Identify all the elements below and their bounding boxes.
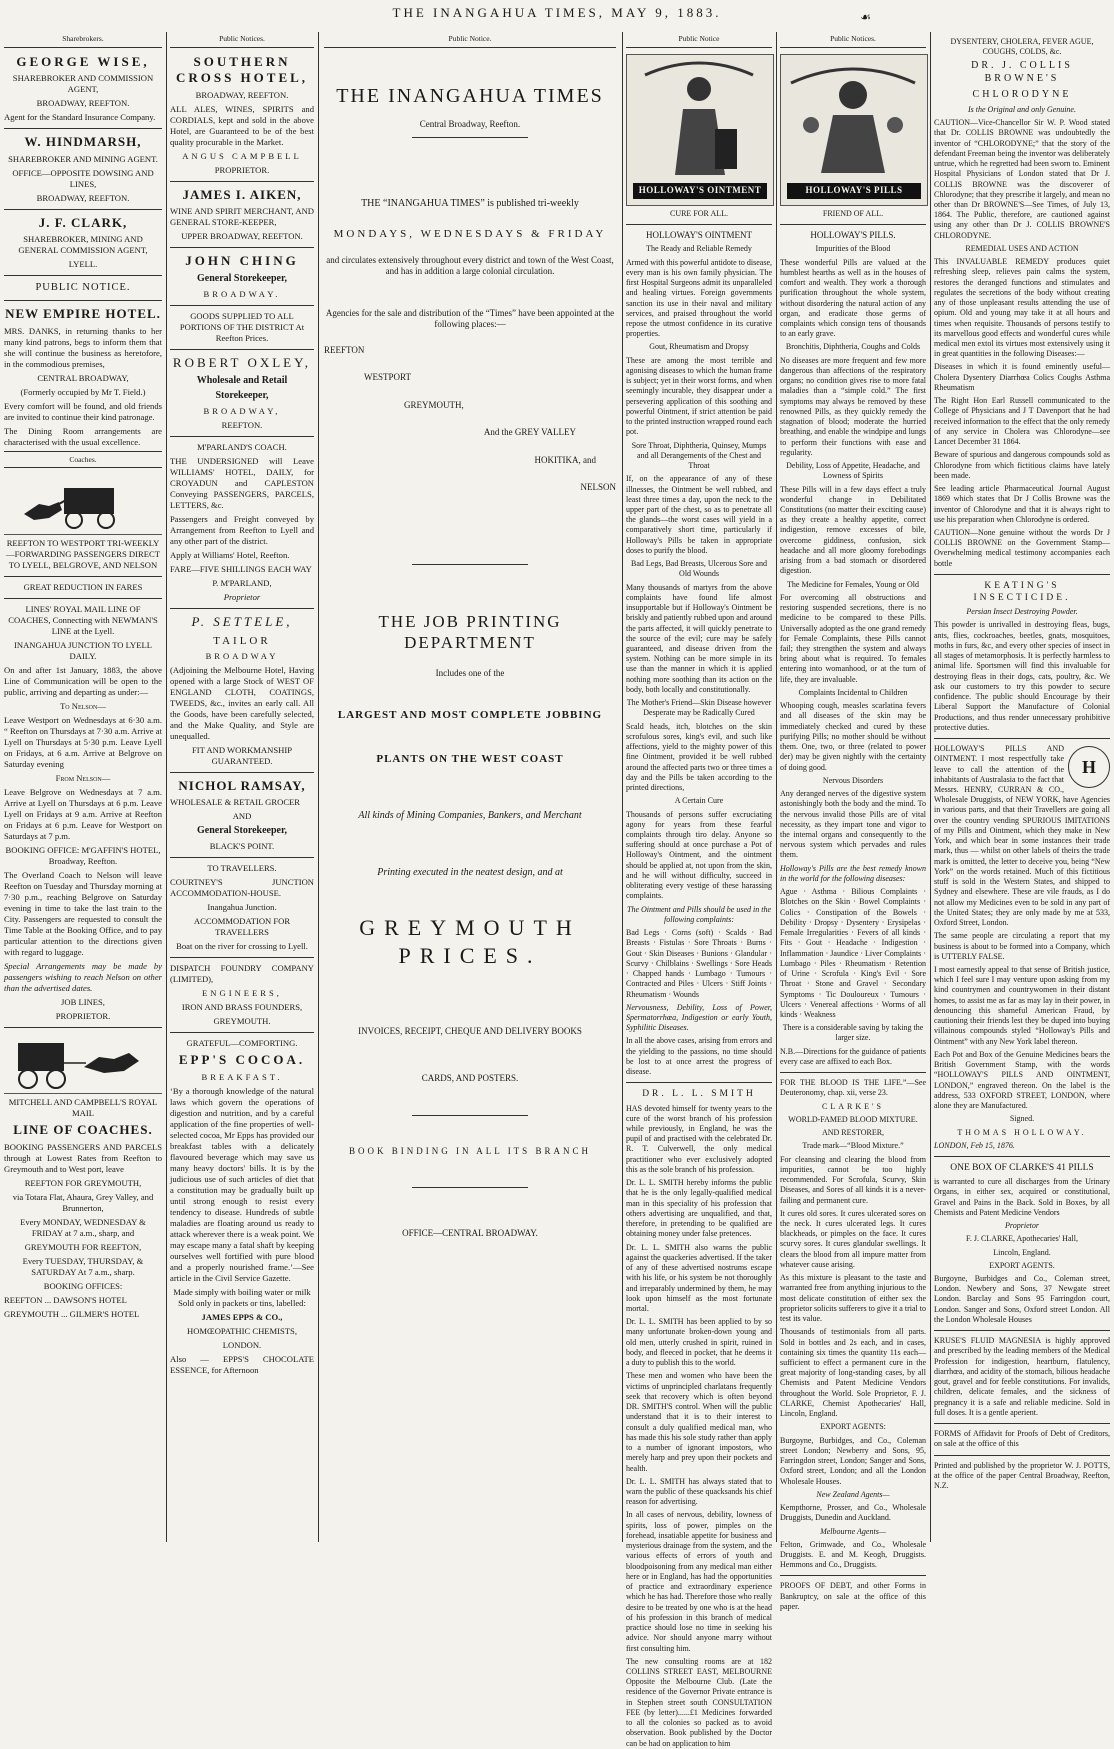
holloway-pills-illustration bbox=[780, 54, 928, 206]
ad-text: This INVALUABLE REMEDY produces quiet refreshing sleep, relieves pain calms the system, restores the deranged functions and stimulates and regulates the secretions of the body without creating any of those unpleasant results attending the use of opium. Old and young may take it at all hours and times when requisite. Thousands of persons testify to its marvellous good effects and wonderful cures while medical men extol its virtues most extensively using it in great quantities in the following Diseases:— bbox=[934, 257, 1110, 359]
divider bbox=[170, 772, 314, 773]
divider bbox=[4, 300, 162, 301]
ad-text: (Adjoining the Melbourne Hotel, Having opened with a large Stock of WEST OF ENGLAND CLOTH, COATINGS, TWEEDS, &c., invites an early call. All the Goods, have been carefully selected, and the Make Quality, and Style are unequalled. bbox=[170, 664, 314, 741]
ad-text: These wonderful Pills are valued at the humblest hearths as well as in the houses of comfort and wealth. They work a thorough purification throughout the whole system, without disordering the natural action of any organ, and eradicate those germs of complaints which consign tens of thousands to an early grave. bbox=[780, 257, 926, 339]
column-header: Public Notices. bbox=[170, 34, 314, 48]
place: HOKITIKA, and bbox=[534, 454, 596, 465]
ad-text: Boat on the river for crossing to Lyell. bbox=[176, 941, 308, 952]
ad-text: P. M'PARLAND, bbox=[212, 578, 272, 589]
ad-text: OFFICE—CENTRAL BROADWAY. bbox=[402, 1228, 538, 1239]
ad-text: Armed with this powerful antidote to disease, every man is his own family physician. The first Hospital Surgeons admit its unparalleled and healing virtues. Foreign governments sanction its use in their naval and military services, and praised throughout the world repose the utmost confidence in its curative properties. bbox=[626, 257, 772, 339]
ad-text: N.B.—Directions for the guidance of patients every case are affixed to each Box. bbox=[780, 1046, 926, 1066]
ad-text: Holloway's Pills are the best remedy known in the world for the following diseases: bbox=[780, 863, 926, 883]
ad-text: INANGAHUA JUNCTION TO LYELL DAILY. bbox=[14, 640, 152, 662]
ad-text: On and after 1st January, 1883, the above Line of Communication will be open to the public, arriving and departing as under:— bbox=[4, 665, 162, 698]
divider bbox=[170, 247, 314, 248]
ad-text: BROADWAY bbox=[205, 650, 279, 661]
ad-text: Leave Belgrove on Wednesdays at 7 a.m. Arrive at Lyell on Thursdays at 6 p.m. Leave Lyell on Fridays at 9 a.m. Arrive at Reefton on Fridays at 6 p.m. Leave for Westport on Saturdays at 7 p.m. bbox=[4, 787, 162, 842]
place: GREYMOUTH, bbox=[404, 399, 464, 410]
column-rule bbox=[930, 32, 931, 1542]
newspaper-title: THE INANGAHUA TIMES bbox=[336, 84, 604, 107]
divider bbox=[780, 224, 926, 225]
place: WESTPORT bbox=[364, 372, 411, 383]
divider bbox=[780, 1575, 926, 1576]
printer-mark-icon: ☙ bbox=[860, 10, 874, 24]
ad-text: The new consulting rooms are at 182 COLLINS STREET EAST, MELBOURNE Opposite the Melbourne Club. (Late the residence of the Governor Private entrance is in Stephen street south CONSULTATION FEE (by letter)......£1 Medicines forwarded to all the colonies so packed as to avoid observation. Book published by the Doctor can be had on application to him bbox=[626, 1656, 772, 1748]
place: And the GREY VALLEY bbox=[483, 427, 576, 438]
ad-text: PROOFS OF DEBT, and other Forms in Bankruptcy, on sale at the office of this paper. bbox=[780, 1581, 926, 1611]
ad-title: JAMES I. AIKEN, bbox=[182, 186, 302, 202]
column-header: Public Notice bbox=[626, 34, 772, 48]
ad-text: Is the Original and only Genuine. bbox=[968, 104, 1076, 114]
ad-text: Made simply with boiling water or milk Sold only in packets or tins, labelled: bbox=[173, 1286, 311, 1308]
ad-text: Sore Throat, Diphtheria, Quinsey, Mumps and all Derangements of the Chest and Throat bbox=[631, 440, 767, 471]
ad-title: GREYMOUTH PRICES. bbox=[359, 914, 581, 968]
ad-text: GREYMOUTH FOR REEFTON, bbox=[24, 1241, 142, 1252]
product-label: HOLLOWAY'S OINTMENT bbox=[633, 183, 767, 199]
divider bbox=[4, 1027, 162, 1028]
ad-text: In all cases of nervous, debility, lowness of spirits, loss of power, pimples on the forehead, insatiable appetite for business and mysterious drainage from the system, and the various effects of errors of youth and bloodpoisoning from any medical man either here or in England, has had the opportunities of practice and extraordinary experience which he has had. Therefore those who really desire to be treated by one who is at the head of his profession in this branch of medical practice should lose no time in seeking his advice. Nor should anyone marry without first consulting him. bbox=[626, 1510, 772, 1653]
ad-text: FIT AND WORKMANSHIP GUARANTEED. bbox=[192, 744, 292, 766]
ad-title: EPP'S COCOA. bbox=[178, 1052, 306, 1068]
place: NELSON bbox=[580, 482, 616, 493]
place: REEFTON bbox=[324, 344, 365, 355]
ad-title: LINE OF COACHES. bbox=[13, 1122, 153, 1138]
ad-title: NICHOL RAMSAY, bbox=[178, 777, 306, 793]
ad-text: Any deranged nerves of the digestive system astonishingly both the body and the mind. To the nervous invalid those Pills are of vital necessity, as they impart tone and vigor to the internal organs and consequently to the nervous system which pervades and rules them. bbox=[780, 789, 926, 860]
ad-text: KRUSE'S FLUID MAGNESIA is highly approved and prescribed by the leading members of the Medical Profession for indigestion, heartburn, flatulency, diarrhœa, and acidity of the stomach, bilious headache gout, gravel and for feeble constitutions. For invalids, children, delicate females, and the sickness of pregnancy it is a safe and reliable medicine. Sold in full doses. It is a gentle aperient. bbox=[934, 1336, 1110, 1417]
ad-text: Also — EPPS'S CHOCOLATE ESSENCE, for Afternoon bbox=[170, 1353, 314, 1375]
imprint: Printed and published by the proprietor W. J. POTTS, at the office of the paper Central Broadway, Reefton, N.Z. bbox=[934, 1460, 1110, 1490]
ad-text: Dr. L. L. SMITH hereby informs the public that he is the only legally-qualified medical man in this speciality of his profession that others advertising are unqualified, and that, therefore, in pretending to be qualified are obtaining money under false pretences. bbox=[626, 1178, 772, 1239]
divider bbox=[934, 1156, 1110, 1157]
ad-text: Every comfort will be found, and old friends are invited to continue their kind patronage. bbox=[4, 400, 162, 422]
divider bbox=[626, 224, 772, 225]
ad-text: Signed. bbox=[1009, 1114, 1035, 1124]
ad-text: WINE AND SPIRIT MERCHANT, AND GENERAL STORE-KEEPER, bbox=[170, 206, 314, 228]
ad-title: NEW EMPIRE HOTEL. bbox=[5, 305, 161, 321]
ad-text: JOB LINES, bbox=[61, 997, 105, 1008]
ad-text: CLARKE'S bbox=[822, 1101, 884, 1111]
divider bbox=[934, 1455, 1110, 1456]
ad-text: GOODS SUPPLIED TO ALL PORTIONS OF THE DISTRICT At Reefton Prices. bbox=[179, 310, 305, 343]
ad-text: BOOKING PASSENGERS AND PARCELS through at Lowest Rates from Reefton to Greymouth and to West port, leave bbox=[4, 1141, 162, 1174]
ad-text: I most earnestly appeal to that sense of British justice, which I feel sure I may venture upon asking from my kind countrymen and countrywomen in their distant homes, to assist me as far as may lay in their power, in denouncing this shameful American Fraud, by cautioning their friends lest they be duped into buying villainous compounds styled “Holloway's Pills and Ointment” with any New York label thereon. bbox=[934, 964, 1110, 1046]
ad-text: REEFTON TO WESTPORT TRI-WEEKLY—FORWARDING PASSENGERS DIRECT TO LYELL, BELGROVE, AND NELSON bbox=[6, 538, 160, 571]
ad-text: If, on the appearance of any of these illnesses, the Ointment be well rubbed, and least three times a day, upon the neck to the upper part of the chest, so as to penetrate all the glands—the worst cases will yield in a comparatively short time, particularly if Holloway's Pills be taken in appropriate doses to purify the blood. bbox=[626, 474, 772, 555]
divider bbox=[412, 1187, 529, 1188]
ad-text: Proprietor bbox=[223, 592, 261, 603]
ad-title: P. SETTELE, bbox=[191, 614, 293, 630]
ad-text: A Certain Cure bbox=[674, 796, 724, 806]
ad-text: BOOK BINDING IN ALL ITS BRANCH bbox=[349, 1145, 591, 1156]
column-header: Public Notice. bbox=[324, 34, 616, 48]
divider bbox=[4, 128, 162, 129]
column-holloways-pills bbox=[780, 34, 926, 1611]
ad-text: BOOKING OFFICE: M'GAFFIN'S HOTEL, Broadway, Reefton. bbox=[5, 845, 161, 867]
ad-text: SHAREBROKER, MINING AND GENERAL COMMISSION AGENT, bbox=[18, 234, 148, 256]
ad-text: Complaints Incidental to Children bbox=[798, 687, 908, 697]
ad-text: GREAT REDUCTION IN FARES bbox=[23, 582, 143, 593]
ad-text: BOOKING OFFICES: bbox=[43, 1280, 123, 1291]
ad-text: The Ointment and Pills should be used in the following complaints: bbox=[627, 904, 771, 924]
masthead bbox=[0, 0, 1114, 26]
section-header: Coaches. bbox=[4, 451, 162, 469]
stagecoach-icon bbox=[4, 474, 162, 532]
ad-text: HOLLOWAY'S PILLS AND OINTMENT. I most respectfully take leave to call the attention of the inhabitants of Australasia to the fact that Messrs. HENRY, CURRAN & CO., Wholesale Druggists, of NEW YORK, have Agencies in various parts, and that their Travellers are going all over the country vending SPURIOUS IMITATIONS of my Pills and Ointment, which they make in New York, and which bear in some instances their trade mark, thus — whilst on other labels of theirs the trade mark is omitted, the letter to deceive you, being “New York” on the words retained. Much of this fictitious stuff is sold in the Western States, and shipped to Sydney and elsewhere. These are vile frauds, as I do not allow my Medicines even to be sold in any part of the United States; they are only made by me at 533, Oxford Street, London. bbox=[934, 744, 1110, 928]
ad-text: Passengers and Freight conveyed by Arrangement from Reefton to Lyell and any other part of the district. bbox=[170, 514, 314, 547]
column-rule bbox=[622, 32, 623, 1542]
ad-text: via Totara Flat, Ahaura, Grey Valley, and Brunnerton, bbox=[12, 1191, 154, 1213]
ad-text: See leading article Pharmaceutical Journal August 1869 which states that Dr J Collis Browne was the inventor of Chlorodyne and that it is always right to use his preparation when Chlorodyne is ordered. bbox=[934, 484, 1110, 524]
ad-text: HAS devoted himself for twenty years to the cure of the worst branch of his profession while previously, in England, he was the pupil of and practised with the celebrated Dr. R. T. Culverwell, the only medical practitioner who ever exclusively adopted this as the sole branch of his profession. bbox=[626, 1103, 772, 1174]
divider bbox=[4, 576, 162, 577]
ad-text: Burgoyne, Burbidges, and Co., Coleman street London; Newberry and Sons, 95, Farringdon street, London; Sanger and Sons, Oxford street, London; and all the London Wholesale Houses. bbox=[780, 1435, 926, 1486]
ad-text: Thousands of persons suffer excruciating agony for years from these fearful complaints through tiro delay. Anyone so suffering should at once purchase a Pot of Holloway's Ointment, and the ointment should be applied at, not upon from the skin, and he will without difficulty, succeed in obliterating every vestige of these harassing complaints. bbox=[626, 809, 772, 901]
ad-text: FARE—FIVE SHILLINGS EACH WAY bbox=[170, 564, 312, 575]
ad-text: IRON AND BRASS FOUNDERS, bbox=[181, 1002, 303, 1013]
divider bbox=[412, 564, 529, 565]
ad-text: No diseases are more frequent and few more dangerous than affections of the respiratory organs; no condition gives rise to more fatal maladies than a “simple cold.” The first symptoms may always be removed by these renowned Pills, as they quickly remedy the stagnation of blood; moderate the hurried breathing, and enable the windpipe and lungs to perform their functions with ease and regularity. bbox=[780, 355, 926, 457]
ad-text: LONDON, Feb 15, 1876. bbox=[934, 1140, 1015, 1150]
ad-title: HOLLOWAY'S PILLS. bbox=[810, 229, 896, 240]
ad-text: There is a considerable saving by taking the larger size. bbox=[782, 1023, 924, 1043]
ad-text: These men and women who have been the victims of unprincipled charlatans frequently seek that recovery which is often beyond DR. SMITH'S control. When will the public understand that it is to their interest to consult a duly qualified medical man, who has made this his sole study rather than apply to a number of ignorant impostors, who merely harp and prey upon their pockets and health. bbox=[626, 1371, 772, 1473]
divider bbox=[170, 1032, 314, 1033]
ad-title: DR. J. COLLIS BROWNE'S bbox=[971, 60, 1073, 85]
column-header: Sharebrokers. bbox=[4, 34, 162, 48]
ad-text: Dr. L. L. SMITH has always stated that to warn the public of these quacksands his chief reason for advertising. bbox=[626, 1476, 772, 1507]
ad-text: LINES' ROYAL MAIL LINE OF COACHES, Connecting with NEWMAN'S LINE at the Lyell. bbox=[8, 604, 158, 637]
divider bbox=[170, 305, 314, 306]
ad-text: TO TRAVELLERS. bbox=[207, 863, 277, 874]
ad-text: Bad Legs, Bad Breasts, Ulcerous Sore and Old Wounds bbox=[631, 559, 767, 579]
ad-text: Trade mark—“Blood Mixture.” bbox=[802, 1141, 904, 1151]
ad-text: BROADWAY, bbox=[203, 406, 281, 417]
ad-text: New Zealand Agents— bbox=[816, 1489, 890, 1499]
ad-text: (Formerly occupied by Mr T. Field.) bbox=[20, 386, 146, 397]
ad-title: GEORGE WISE, bbox=[16, 53, 150, 69]
ad-text: AND bbox=[232, 811, 252, 822]
ad-title: W. HINDMARSH, bbox=[24, 134, 142, 150]
ad-text: is warranted to cure all discharges from the Urinary Organs, in either sex, acquired or constitutional, Gravel and Pains in the Back. Sold in Boxes, by all Chemists and Patent Medicine Vendors bbox=[934, 1177, 1110, 1217]
ad-text: ENGINEERS, bbox=[202, 988, 282, 999]
ad-text: This powder is unrivalled in destroying fleas, bugs, ants, flies, cockroaches, beetles, gnats, mosquitoes, moths in furs, &c, and every other species of insect in all stages of metamorphosis. It is perfectly harmless to animal life. Sportsmen will find this invaluable for destroying fleas in their dogs, cats, poultry, &c. We ask our customers to try this powder to secure confidence. The public should Encourage by their Liberal Support the Manufacture of Colonial Productions, and thus render unnecessary prohibitive protective duties. bbox=[934, 620, 1110, 732]
ad-text: Agent for the Standard Insurance Company. bbox=[4, 112, 156, 123]
ad-text: These are among the most terrible and agonising diseases to which the human frame is subject; yet in their worst forms, and when seemingly incurable, they disappear under a persevering application of this soothing and powerful Ointment, if strict attention be paid to the printed instruction wrapped round each pot. bbox=[626, 355, 772, 437]
ad-text: Every MONDAY, WEDNESDAY & FRIDAY at 7 a.m., sharp, and bbox=[20, 1216, 146, 1238]
ad-text: INVOICES, RECEIPT, CHEQUE AND DELIVERY BOOKS bbox=[358, 1025, 582, 1036]
ad-text: PROPRIETOR. bbox=[55, 1011, 111, 1022]
ad-text: To Nelson— bbox=[60, 701, 106, 712]
divider bbox=[170, 349, 314, 350]
ad-text: Leave Westport on Wednesdays at 6·30 a.m. “ Reefton on Thursdays at 7·30 a.m. Arrive at Lyell on Thursdays at 5·30 p.m. Leave Lyell on Fridays, at 6 a.m. Arrive at Belgrove on Saturday evening bbox=[4, 715, 162, 770]
ad-text: REEFTON ... DAWSON'S HOTEL bbox=[4, 1294, 127, 1305]
ad-text: Many thousands of martyrs from the above complaints have found life almost insupportable but if Holloway's Ointment be briskly and patiently rubbed upon and around the parts affected, it will quickly penetrate to the source of the evil; cure may be safely guaranteed, and disease driven from the system. Nothing can be more simple in its use than the manner in which it is applied nothing more soothing than its action on the body, both locally and constitutionally. bbox=[626, 582, 772, 694]
ad-text: EXPORT AGENTS. bbox=[989, 1260, 1055, 1270]
section-title: PUBLIC NOTICE. bbox=[35, 282, 131, 294]
ad-text: Gout, Rheumatism and Dropsy bbox=[649, 342, 749, 352]
ad-text: Special Arrangements may be made by passengers wishing to reach Nelson on other than the advertised dates. bbox=[4, 961, 162, 994]
ad-text: DYSENTERY, CHOLERA, FEVER AGUE, COUGHS, COLDS, &c. bbox=[950, 37, 1094, 57]
ad-text: Debility, Loss of Appetite, Headache, and Lowness of Spirits bbox=[786, 461, 920, 481]
ad-text: JAMES EPPS & CO., bbox=[201, 1311, 283, 1322]
ad-text: HOMŒOPATHIC CHEMISTS, bbox=[187, 1325, 297, 1336]
divider bbox=[4, 275, 162, 276]
ad-text: These Pills will in a few days effect a truly wonderful change in Debilitated Constitutions (no matter their exciting cause) as they create a healthy appetite, correct indigestion, remove excesses of bile, overcome giddiness, confusion, sick headache and all more gloomy forebodings arising from a bad stomach or disordered digestion. bbox=[780, 484, 926, 576]
product-label: HOLLOWAY'S PILLS bbox=[787, 183, 921, 199]
ad-text: For cleansing and clearing the blood from impurities, cannot be too highly recommended. For Scrofula, Scurvy, Skin Diseases, and Sores of all kinds it is a never-failing and permanent cure. bbox=[780, 1154, 926, 1205]
ad-title: JOHN CHING bbox=[185, 253, 299, 269]
divider bbox=[170, 181, 314, 182]
ad-title: KEATING'S INSECTICIDE. bbox=[973, 580, 1071, 604]
ad-text: Beware of spurious and dangerous compounds sold as Chlorodyne from which fictitious claims have lately been made. bbox=[934, 450, 1110, 480]
ad-text: Dr. L. L. SMITH has been applied to by so many unfortunate broken-down young and old men, utterly crushed in spirit, ruined in body, and fleeced in pocket, that he deems it a duty to publish this to the world. bbox=[626, 1317, 772, 1368]
ad-text: General Storekeeper, bbox=[197, 825, 287, 837]
ad-text: PROPRIETOR. bbox=[214, 164, 270, 175]
ad-text: The Dining Room arrangements are characterised with the usual excellence. bbox=[4, 425, 162, 447]
divider bbox=[170, 857, 314, 858]
ad-text: GRATEFUL—COMFORTING. bbox=[186, 1038, 298, 1049]
ad-text: GREYMOUTH ... GILMER'S HOTEL bbox=[4, 1308, 140, 1319]
ad-text: ALL ALES, WINES, SPIRITS and CORDIALS, kept and sold in the above Hotel, are Guaranteed to be of the best quality procurable in the Market. bbox=[170, 103, 314, 147]
ad-title: HOLLOWAY'S OINTMENT bbox=[645, 229, 753, 240]
column-inangahua-times bbox=[324, 34, 616, 1539]
ad-text: Ague · Asthma · Bilious Complaints · Blotches on the Skin · Bowel Complaints · Colics · Constipation of the Bowels · Debility · Dropsy · Dysentery · Erysipelas · Female Irregularities · Fevers of all kinds · Fits · Gout · Headache · Indigestion · Inflammation · Jaundice · Liver Complaints · Lumbago · Piles · Rheumatism · Retention of Urine · Scrofula · King's Evil · Sore Throat · Stone and Gravel · Secondary Symptoms · Tic Douloureux · Tumours · Ulcers · Venereal affections · Worms of all kinds · Weakness bbox=[780, 887, 926, 1019]
ad-title: THE JOB PRINTING DEPARTMENT bbox=[378, 611, 562, 653]
ad-text: Thousands of testimonials from all parts. Sold in bottles and 2s each, and in cases, containing six times the quantity 11s each—sufficient to effect a permanent cure in the great majority of long-standing cases, by all Chemists and Patent Medicine Vendors throughout the World. Sole Proprietor, F. J. CLARKE, Chemist Apothecaries' Hall, Lincoln, England. bbox=[780, 1327, 926, 1419]
ad-text: All kinds of Mining Companies, Bankers, and Merchant bbox=[358, 809, 582, 821]
ad-text: REEFTON FOR GREYMOUTH, bbox=[24, 1177, 142, 1188]
ad-text: Each Pot and Box of the Genuine Medicines bears the British Government Stamp, with the words “HOLLOWAY'S PILLS AND OINTMENT, LONDON,” engraved thereon. On the label is the address, 533 OXFORD STREET, LONDON, where alone they are Manufactured. bbox=[934, 1049, 1110, 1111]
ad-text: Impurities of the Blood bbox=[815, 244, 891, 254]
ad-text: Felton, Grimwade, and Co., Wholesale Druggists. E. and M. Keogh, Druggists. Hemmons and Co., Druggists. bbox=[780, 1539, 926, 1570]
ad-text: UPPER BROADWAY, REEFTON. bbox=[181, 231, 303, 242]
holloway-ointment-illustration bbox=[626, 54, 774, 206]
ad-text: AND RESTORER, bbox=[821, 1128, 885, 1138]
ad-text: GREYMOUTH. bbox=[213, 1016, 271, 1027]
ad-text: The same people are circulating a report that my business is about to be formed into a Company, which is UTTERLY FALSE. bbox=[934, 931, 1110, 961]
ad-text: General Storekeeper, bbox=[197, 273, 287, 285]
ad-text: Inangahua Junction. bbox=[207, 902, 277, 913]
ad-text: Agencies for the sale and distribution of the “Times” have been appointed at the following places:— bbox=[325, 307, 615, 330]
ad-title: DR. L. L. SMITH bbox=[642, 1089, 756, 1100]
ad-text: The Overland Coach to Nelson will leave Reefton on Tuesday and Thursday morning at 7·30 p.m., reaching Belgrove on Saturday evening in time to take the last train to the City. Passengers are requested to consult the Time Table at the Booking Office, and to pay particular attention to the directions given with regard to luggage. bbox=[4, 870, 162, 958]
ad-text: Nervousness, Debility, Loss of Power, Spermatorrhœa, Indigestion or early Youth, Syphilitic Diseases. bbox=[626, 1002, 772, 1033]
ad-title: ONE BOX OF CLARKE'S 41 PILLS bbox=[950, 1162, 1094, 1173]
ad-title: PLANTS ON THE WEST COAST bbox=[376, 752, 564, 765]
ad-text: F. J. CLARKE, Apothecaries' Hall, bbox=[966, 1234, 1078, 1244]
ad-text: The Mother's Friend—Skin Disease however Desperate may be Radically Cured bbox=[626, 698, 772, 718]
ad-text: and circulates extensively throughout every district and town of the West Coast, and has in addition a large colonial circulation. bbox=[326, 254, 614, 277]
divider bbox=[170, 957, 314, 958]
ad-text: ‘By a thorough knowledge of the natural laws which govern the operations of digestion and nutrition, and by a careful application of the fine properties of well-selected cocoa, Mr Epps has provided our breakfast tables with a delicately flavoured beverage which may save us many heavy doctors' bills. It is by the judicious use of such articles of diet that a constitution may be gradually built up until strong enough to resist every tendency to disease. Hundreds of subtle maladies are floating around us ready to attack wherever there is a weak point. We may escape many a fatal shaft by keeping ourselves well fortified with pure blood and a properly nourished frame.’—See article in the Civil Service Gazette. bbox=[170, 1085, 314, 1283]
ad-text: WHOLESALE & RETAIL GROCER bbox=[170, 797, 301, 808]
column-chlorodyne bbox=[934, 34, 1110, 1539]
ad-text: FOR THE BLOOD IS THE LIFE.”—See Deuteronomy, chap. xii, verse 23. bbox=[780, 1078, 926, 1098]
divider bbox=[170, 608, 314, 609]
column-rule bbox=[776, 32, 777, 1542]
ad-text: CENTRAL BROADWAY, bbox=[37, 372, 129, 383]
ad-text: Diseases in which it is found eminently useful—Cholera Dysentery Diarrhœa Colics Coughs Asthma Rheumatism bbox=[934, 362, 1110, 392]
ad-text: FORMS of Affidavit for Proofs of Debt of Creditors, on sale at the office of this bbox=[934, 1429, 1110, 1449]
trade-mark-icon: H bbox=[1068, 746, 1110, 788]
ad-text: Kempthorne, Prosser, and Co., Wholesale Druggists, Dunedin and Auckland. bbox=[780, 1503, 926, 1523]
column-holloways-ointment bbox=[626, 34, 772, 1748]
ad-text: Bad Legs · Corns (soft) · Scalds · Bad Breasts · Fistulas · Sore Throats · Burns · Gout · Skin Diseases · Bunions · Glandular · Scurvy · Chilblains · Swellings · Sore Heads · Chapped hands · Lumbago · Tumours · Contracted and Piles · Ulcers · Stiff Joints · Rheumatism · Wounds bbox=[626, 928, 772, 999]
column-public-notices bbox=[170, 34, 314, 1539]
ad-text: ACCOMMODATION FOR TRAVELLERS bbox=[193, 916, 291, 938]
column-rule bbox=[166, 32, 167, 1542]
stagecoach-icon bbox=[4, 1033, 162, 1091]
ad-text: BROADWAY. bbox=[203, 288, 281, 299]
divider bbox=[170, 436, 314, 437]
ad-text: ANGUS CAMPBELL bbox=[182, 150, 302, 161]
ad-text: THOMAS HOLLOWAY. bbox=[957, 1127, 1087, 1137]
ad-text: Lincoln, England. bbox=[993, 1247, 1051, 1257]
ad-text: Central Broadway, Reefton. bbox=[419, 119, 521, 130]
ad-text: Proprietor bbox=[1005, 1221, 1039, 1231]
ad-text: Scald heads, itch, blotches on the skin scrofulous sores, king's evil, and such like affections, yield to the mighty power of this fine Ointment, provided it be well rubbed around the affected parts two or three times a day and the Pills be taken according to the printed directions, bbox=[626, 721, 772, 793]
column-header: Public Notices. bbox=[780, 34, 926, 48]
ad-text: EXPORT AGENTS: bbox=[820, 1422, 886, 1432]
ad-text: COURTNEY'S JUNCTION ACCOMMODATION-HOUSE. bbox=[170, 877, 314, 899]
ad-text: CURE FOR ALL. bbox=[669, 208, 728, 218]
column-rule bbox=[318, 32, 319, 1542]
ad-title: SOUTHERN CROSS HOTEL, bbox=[175, 53, 309, 86]
ad-text: MONDAYS, WEDNESDAYS & FRIDAY bbox=[333, 227, 607, 240]
ad-text: MRS. DANKS, in returning thanks to her many kind patrons, begs to inform them that she will continue the business as heretofore, in the commodious premises, bbox=[4, 325, 162, 369]
divider bbox=[412, 137, 529, 138]
ad-text: In all the above cases, arising from errors and the yielding to the passions, no time should be lost to at once arrest the progress of disease. bbox=[626, 1036, 772, 1077]
ad-text: WORLD-FAMED BLOOD MIXTURE. bbox=[788, 1114, 918, 1124]
divider bbox=[4, 598, 162, 599]
divider bbox=[934, 1330, 1110, 1331]
ad-text: CAUTION—None genuine without the words Dr J COLLIS BROWNE on the Government Stamp—Overwhelming medical testimony accompanies each bottle bbox=[934, 528, 1110, 568]
divider bbox=[934, 574, 1110, 575]
ad-text: For overcoming all obstructions and restoring suspended secretions, there is no medicine to be compared to these Pills. Universally adopted as the one grand remedy for Female Complaints, these Pills cannot fail; they strengthen the system and always bring about what is required. To females entering into womanhood, or at the turn of life, they are invaluable. bbox=[780, 592, 926, 684]
ad-title: J. F. CLARK, bbox=[38, 214, 128, 230]
ad-text: Wholesale and Retail bbox=[196, 374, 288, 386]
ad-text: LYELL. bbox=[68, 259, 98, 270]
ad-text: The Ready and Reliable Remedy bbox=[646, 244, 752, 254]
ad-text: FRIEND OF ALL. bbox=[822, 208, 884, 218]
ad-text: TAILOR bbox=[213, 634, 271, 647]
ad-text: Burgoyne, Burbidges and Co., Coleman street, London. Newbery and Sons, 37 Newgate street London. Barclay and Sons 95 Farringdon court, London. Sanger and Sons, Oxford street London. All the London Wholesale Houses bbox=[934, 1274, 1110, 1324]
ad-text: Includes one of the bbox=[435, 668, 505, 679]
ad-text: THE “INANGAHUA TIMES” is published tri-weekly bbox=[361, 197, 579, 209]
ad-text: BROADWAY, REEFTON. bbox=[195, 89, 289, 100]
ad-text: M'PARLAND'S COACH. bbox=[197, 442, 287, 453]
ad-text: OFFICE—OPPOSITE DOWSING AND LINES, bbox=[12, 167, 154, 189]
ad-text: Melbourne Agents— bbox=[820, 1526, 886, 1536]
divider bbox=[934, 738, 1110, 739]
ad-text: The Medicine for Females, Young or Old bbox=[787, 579, 919, 589]
ad-text: THE UNDERSIGNED will Leave WILLIAMS' HOTEL, DAILY, for CROYADUN and CAPLESTON Conveying PASSENGERS, PARCELS, LETTERS, &c. bbox=[170, 456, 314, 511]
ad-text: Nervous Disorders bbox=[822, 775, 884, 785]
ad-text: MITCHELL AND CAMPBELL'S ROYAL MAIL bbox=[8, 1097, 158, 1119]
divider bbox=[780, 1072, 926, 1073]
ad-text: Apply at Williams' Hotel, Reefton. bbox=[170, 550, 290, 561]
ad-text: REEFTON. bbox=[221, 420, 263, 431]
ad-text: From Nelson— bbox=[55, 773, 111, 784]
ad-title: ROBERT OXLEY, bbox=[172, 354, 312, 370]
divider bbox=[626, 1082, 772, 1083]
ad-text: It cures old sores. It cures ulcerated sores on the neck. It cures ulcerated legs. It cures blackheads, or pimples on the face. It cures scurvy sores. It cures glandular swellings. It clears the blood from all impure matter from whatever cause arising. bbox=[780, 1208, 926, 1269]
ad-text: SHAREBROKER AND MINING AGENT. bbox=[8, 153, 158, 164]
ad-text: REMEDIAL USES AND ACTION bbox=[965, 243, 1079, 253]
divider bbox=[934, 1423, 1110, 1424]
column-sharebrokers bbox=[4, 34, 162, 1539]
divider bbox=[4, 209, 162, 210]
ad-text: Every TUESDAY, THURSDAY, & SATURDAY At 7 a.m., sharp. bbox=[22, 1255, 144, 1277]
ad-text: Persian Insect Destroying Powder. bbox=[966, 607, 1078, 617]
ad-text: LONDON. bbox=[222, 1339, 262, 1350]
ad-text: BLACK'S POINT. bbox=[209, 841, 275, 852]
ad-text: BREAKFAST. bbox=[201, 1071, 283, 1082]
ad-text: Bronchitis, Diphtheria, Coughs and Colds bbox=[785, 342, 921, 352]
ad-text: Printing executed in the neatest design, and at bbox=[377, 866, 563, 878]
ad-text: CARDS, AND POSTERS. bbox=[421, 1073, 519, 1084]
ad-title: LARGEST AND MOST COMPLETE JOBBING bbox=[337, 708, 603, 721]
ad-text: Storekeeper, bbox=[215, 390, 269, 402]
masthead-title: THE INANGAHUA TIMES, MAY 9, 1883. bbox=[392, 5, 722, 20]
ad-text: SHAREBROKER AND COMMISSION AGENT, bbox=[12, 73, 154, 95]
ad-text: BROADWAY, REEFTON. bbox=[36, 98, 130, 109]
ad-text: Dr. L. L. SMITH also warns the public against the quackeries advertised. If the taker of any of these advertised nostrums escape with his life, or his system be not thoroughly and irreparably undermined by them, he may look upon himself as the most fortunate mortal. bbox=[626, 1242, 772, 1313]
ad-text: As this mixture is pleasant to the taste and warranted free from anything injurious to the most delicate constitution of either sex the proprietor solicits sufferers to give it a trial to test its value. bbox=[780, 1273, 926, 1324]
divider bbox=[412, 1115, 529, 1116]
coach-illustration bbox=[4, 474, 162, 535]
ad-text: CAUTION—Vice-Chancellor Sir W. P. Wood stated that Dr. COLLIS BROWNE was undoubtedly the inventor of “CHLORODYNE;” that the story of the defendant Freeman being the inventor was deliberately untrue, which he regretted had been sworn to. Eminent Hospital Physicians of London stated that Dr J. COLLIS BROWNE was the discoverer of Chlorodyne; that they prescribe it largely, and mean no other than Dr BROWNE'S—See Times, of July 13, 1864. The Public, therefore, are cautioned against using any other than Dr J. COLLIS BROWNE'S CHLORODYNE. bbox=[934, 118, 1110, 240]
ad-text: The Right Hon Earl Russell communicated to the College of Physicians and J T Davenport that he had received information to the effect that the only remedy of any service in Cholera was Chlorodyne—see Lancet December 31 1864. bbox=[934, 396, 1110, 447]
ad-text: BROADWAY, REEFTON. bbox=[36, 192, 130, 203]
coach-illustration bbox=[4, 1033, 162, 1094]
ad-text: Whooping cough, measles scarlatina fevers and all diseases of the skin may be immediately checked and cured by these purifying Pills; no mother should be without them. One, two, or three (related to power der) may be given nightly with the certainty of doing good. bbox=[780, 701, 926, 772]
ad-text: DISPATCH FOUNDRY COMPANY (LIMITED), bbox=[170, 963, 314, 985]
ad-title: CHLORODYNE bbox=[972, 89, 1072, 101]
